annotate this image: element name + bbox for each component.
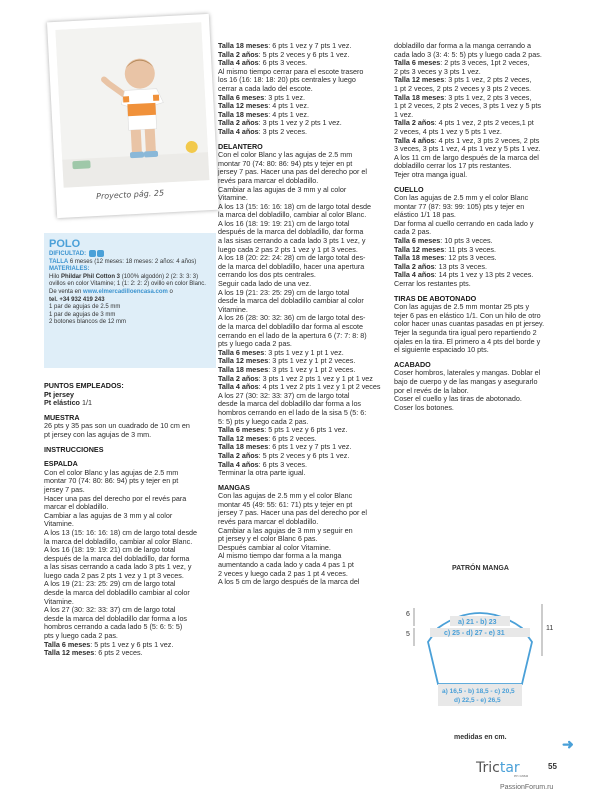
size-instruction: 3 veces, 3 pts 1 vez, 4 pts 1 vez y 5 pts 1 vez. bbox=[394, 144, 541, 154]
magazine-logo: Trictar bbox=[476, 760, 520, 776]
front-shoulder-text bbox=[218, 392, 390, 426]
size-instruction: 1 vez. bbox=[394, 109, 414, 119]
stitch-rib: Pt elástico 1/1 bbox=[44, 398, 92, 408]
text-line: A los 19 (21: 23: 25: 29) cm de largo total bbox=[218, 287, 350, 297]
finishing-text bbox=[394, 369, 566, 412]
size-instruction: Talla 2 años: 5 pts 2 veces y 6 pts 1 vez. bbox=[218, 49, 350, 59]
size-instruction: 1 pt 2 veces, 2 pts 2 veces, 3 pts 1 vez y 5 pts bbox=[394, 101, 542, 111]
text-line: Con las agujas de 2.5 mm y el color Blanc bbox=[394, 193, 529, 203]
text-line: cerrando en el lado de la apertura 6 (7: 7: 8: 8) bbox=[218, 330, 367, 340]
text-line: cada 2 pas. bbox=[394, 227, 432, 237]
dim-6-label: 6 bbox=[406, 611, 410, 618]
size-instruction: Talla 18 meses: 6 pts 1 vez y 7 pts 1 vez. bbox=[218, 41, 352, 50]
size-instruction: Talla 12 meses: 6 pts 2 veces. bbox=[44, 648, 143, 658]
yarn-line: Hilo Phildar Phil Cotton 3 (100% algodón) 2 (2: 3: 3: 3) bbox=[49, 273, 199, 280]
sleeve-text-continued bbox=[394, 42, 566, 59]
text-line: Vitamine. bbox=[44, 596, 74, 606]
size-instruction: Talla 2 años: 3 pts 1 vez 2 pts 1 vez y 1 pt 1 vez bbox=[218, 373, 373, 383]
sleeve-pattern-title: PATRÓN MANGA bbox=[452, 565, 509, 572]
text-line: Coser el cuello y las tiras de abotonado. bbox=[394, 394, 522, 404]
yarn-quantity: ovillos en color Vitamine; 1 (1: 2: 2: 2) ovillo en color Blanc. bbox=[49, 281, 206, 288]
text-line: elástico 1/1 18 pas. bbox=[394, 210, 456, 220]
text-line: desde la marca del dobladillo cambiar al color bbox=[44, 588, 190, 598]
text-line: marcar el dobladillo. bbox=[44, 502, 109, 512]
size-instruction: Talla 4 años: 4 pts 1 vez 2 pts 1 vez y 1 pt 2 veces bbox=[218, 382, 381, 392]
text-line: A los 5 cm de largo después de la marca del bbox=[218, 577, 360, 587]
next-page-arrow-icon: ➜ bbox=[562, 736, 574, 752]
front-shoulder-sizes bbox=[218, 426, 390, 469]
size-instruction: Talla 4 años: 3 pts 2 veces. bbox=[218, 126, 307, 136]
text-line: después de la marca del dobladillo, dar forma bbox=[218, 227, 364, 237]
instructions-heading: INSTRUCCIONES bbox=[44, 444, 104, 454]
sleeve-end-text bbox=[394, 154, 566, 180]
size-instruction: 2 pts 3 veces y 3 pts 1 vez. bbox=[394, 66, 481, 76]
text-line: Coser los botones. bbox=[394, 402, 454, 412]
baby-photo bbox=[55, 22, 209, 187]
text-line: luego cada 2 pas 2 pts 1 vez y 1 pt 3 veces. bbox=[218, 244, 358, 254]
text-line: A los 27 (30: 32: 33: 37) cm de largo total bbox=[44, 605, 176, 615]
text-line: Cambiar a las agujas de 3 mm y al color bbox=[218, 184, 347, 194]
text-line: pts y luego cada 2 pas. bbox=[218, 339, 292, 349]
text-line: la marca del dobladillo, cambiar al color Blanc. bbox=[44, 536, 193, 546]
text-line: Con las agujas de 2.5 mm y el color Blanc bbox=[218, 491, 353, 501]
page-number: 55 bbox=[548, 762, 557, 771]
text-line: A los 16 (18: 19: 19: 21) cm de largo total bbox=[44, 545, 176, 555]
text-line: pt jersey y el color Blanc 6 pas. bbox=[218, 534, 318, 544]
text-line: Dar forma al cuello cerrando en cada lado y bbox=[394, 218, 534, 228]
photo-caption: Proyecto pág. 25 bbox=[95, 188, 165, 202]
text-line: cada lado 3 (3: 4: 5: 5) pts y luego cada 2 pas. bbox=[394, 49, 542, 59]
difficulty-ball-icon bbox=[97, 250, 104, 257]
text-line: A los 18 (20: 22: 24: 28) cm de largo total des- bbox=[218, 253, 366, 263]
text-line: cerrar a cada lado del escote. bbox=[218, 83, 313, 93]
text-line: color hacer unas cuantas pasadas en pt jersey. bbox=[394, 319, 545, 329]
size-instruction: Talla 6 meses: 5 pts 1 vez y 6 pts 1 vez. bbox=[44, 639, 174, 649]
collar-text bbox=[394, 194, 566, 237]
button-bands-text bbox=[394, 303, 566, 355]
text-line: Vitamine. bbox=[218, 304, 248, 314]
text-line: a las sisas cerrando a cada lado 3 pts 1 vez, y bbox=[218, 236, 366, 246]
text-line: el siguiente espaciado 10 pts. bbox=[394, 345, 489, 355]
text-line: 26 pts y 35 pas son un cuadrado de 10 cm en bbox=[44, 421, 190, 431]
text-line: tejer 6 pas en elástico 1/1. Con un hilo de otro bbox=[394, 310, 541, 320]
size-instruction: Talla 6 meses: 10 pts 3 veces. bbox=[394, 236, 493, 246]
size-instruction: Talla 4 años: 6 pts 3 veces. bbox=[218, 58, 307, 68]
size-instruction: Talla 2 años: 4 pts 1 vez, 2 pts 2 veces,1 pt bbox=[394, 118, 534, 128]
back-heading: ESPALDA bbox=[44, 459, 78, 469]
stitches-heading: PUNTOS EMPLEADOS: bbox=[44, 381, 124, 390]
middle-column bbox=[218, 42, 390, 587]
text-line: montar 70 (74: 80: 86: 94) pts y tejer en pt bbox=[218, 158, 353, 168]
text-line: Seguir cada lado de una vez. bbox=[218, 279, 312, 289]
text-line: los 16 (16: 18: 18: 20) pts centrales y luego bbox=[218, 75, 356, 85]
back-sizes-continued bbox=[218, 42, 390, 68]
text-line: montar 77 (87: 93: 99: 105) pts y tejer en bbox=[394, 201, 525, 211]
gauge-text bbox=[44, 422, 216, 439]
size-instruction: 2 veces, 4 pts 1 vez y 5 pts 1 vez. bbox=[394, 126, 502, 136]
front-text bbox=[218, 151, 390, 349]
dim-11-label: 11 bbox=[546, 625, 554, 632]
text-line: montar 70 (74: 80: 86: 94) pts y tejer en pt bbox=[44, 476, 179, 486]
materials-label: MATERIALES: bbox=[49, 266, 90, 273]
size-row bbox=[49, 259, 212, 267]
dim-a-label: a) 21 - b) 23 bbox=[458, 619, 497, 626]
text-line: hombros cerrando a cada lado 5 (5: 6: 5: 5) bbox=[44, 622, 183, 632]
text-line: pt jersey con las agujas de 3 mm. bbox=[44, 429, 152, 439]
button-bands-heading: TIRAS DE ABOTONADO bbox=[394, 293, 477, 303]
sleeves-text bbox=[218, 492, 390, 587]
collar-end: Cerrar los restantes pts. bbox=[394, 279, 471, 289]
back-neck-sizes bbox=[218, 94, 390, 137]
size-label: TALLA bbox=[49, 258, 69, 265]
size-instruction: Talla 12 meses: 11 pts 3 veces. bbox=[394, 244, 497, 254]
text-line: Después cambiar al color Vitamine. bbox=[218, 542, 331, 552]
text-line: Cambiar a las agujas de 3 mm y seguir en bbox=[218, 525, 353, 535]
text-line: Con las agujas de 2.5 mm montar 25 pts y bbox=[394, 302, 530, 312]
text-line: bajo de cuerpo y de las mangas y asegurarlo bbox=[394, 376, 538, 386]
dim-5-label: 5 bbox=[406, 631, 410, 638]
stitch-jersey: Pt jersey bbox=[44, 389, 74, 399]
text-line: Hacer una pas del derecho por el revés para bbox=[44, 493, 187, 503]
size-instruction: Talla 6 meses: 3 pts 1 vez y 1 pt 1 vez. bbox=[218, 347, 344, 357]
text-line: Vitamine. bbox=[44, 519, 74, 529]
text-line: A los 26 (28: 30: 32: 36) cm de largo total des- bbox=[218, 313, 366, 323]
collar-sizes bbox=[394, 237, 566, 280]
size-instruction: Talla 18 meses: 6 pts 1 vez y 7 pts 1 vez. bbox=[218, 442, 352, 452]
text-line: A los 27 (30: 32: 33: 37) cm de largo total bbox=[218, 390, 350, 400]
text-line: Con el color Blanc y las agujas de 2.5 mm bbox=[218, 150, 353, 160]
size-instruction: Talla 6 meses: 2 pts 3 veces, 1pt 2 veces, bbox=[394, 58, 530, 68]
needles-1: 1 par de agujas de 2.5 mm bbox=[49, 304, 121, 311]
text-line: Cambiar a las agujas de 3 mm y al color bbox=[44, 510, 173, 520]
text-line: Tejer la segunda tira igual pero repartiendo 2 bbox=[394, 328, 537, 337]
magazine-logo-sub: en casa bbox=[514, 773, 529, 778]
phone: tel. +34 932 419 243 bbox=[49, 296, 105, 303]
text-line: luego cada 2 pas 2 pts 1 vez y 1 pt 3 veces. bbox=[44, 570, 184, 580]
text-line: desde la marca del dobladillo dar forma a los bbox=[218, 399, 362, 409]
dim-base1-label: a) 16,5 - b) 18,5 - c) 20,5 bbox=[442, 688, 515, 695]
size-instruction: Talla 18 meses: 3 pts 1 vez y 1 pt 2 veces. bbox=[218, 364, 356, 374]
text-line: Coser hombros, laterales y mangas. Doblar el bbox=[394, 368, 541, 378]
sleeve-pattern-diagram bbox=[400, 580, 560, 730]
size-instruction: Talla 6 meses: 3 pts 1 vez. bbox=[218, 92, 305, 102]
size-instruction: Talla 12 meses: 4 pts 1 vez. bbox=[218, 101, 309, 111]
size-instruction: Talla 6 meses: 5 pts 1 vez y 6 pts 1 vez. bbox=[218, 425, 348, 435]
pattern-info-box bbox=[44, 233, 216, 368]
project-photo bbox=[47, 14, 219, 218]
back-neck-text bbox=[218, 68, 390, 94]
text-line: por el revés de la labor. bbox=[394, 385, 469, 395]
difficulty-row bbox=[49, 250, 212, 259]
baby-illustration bbox=[55, 22, 209, 187]
text-line: revés para marcar el dobladillo. bbox=[218, 517, 319, 527]
size-instruction: Talla 2 años: 5 pts 2 veces y 6 pts 1 vez. bbox=[218, 450, 350, 460]
size-instruction: Talla 4 años: 14 pts 1 vez y 13 pts 2 veces. bbox=[394, 270, 534, 280]
sleeves-heading: MANGAS bbox=[218, 482, 250, 492]
text-line: ojales en la tira. El primero a 4 pts del borde y bbox=[394, 336, 541, 346]
text-line: a las sisas cerrando a cada lado 3 pts 1 vez, y bbox=[44, 562, 192, 572]
front-neck-sizes bbox=[218, 349, 390, 392]
buttons-material: 2 botones blancos de 12 mm bbox=[49, 319, 127, 326]
dim-c-label: c) 25 - d) 27 - e) 31 bbox=[444, 630, 505, 637]
watermark: PassionForum.ru bbox=[500, 784, 554, 791]
text-line: hombros cerrando en el lado de la sisa 5 (5: 6: bbox=[218, 407, 367, 417]
dim-base2-label: d) 22,5 - e) 26,5 bbox=[454, 697, 501, 704]
text-line: jersey 7 pas. bbox=[44, 484, 85, 494]
size-instruction: Talla 18 meses: 12 pts 3 veces. bbox=[394, 253, 497, 263]
difficulty-label: DIFICULTAD: bbox=[49, 251, 87, 258]
text-line: A los 13 (15: 16: 16: 18) cm de largo total desde bbox=[218, 201, 372, 211]
size-instruction: Talla 12 meses: 6 pts 2 veces. bbox=[218, 433, 317, 443]
text-line: 2 veces y luego cada 2 pas 1 pt 4 veces. bbox=[218, 568, 348, 578]
text-line: A los 16 (18: 19: 19: 21) cm de largo total bbox=[218, 218, 350, 228]
finish-other-side: Terminar la otra parte igual. bbox=[218, 468, 306, 478]
text-line: jersey 7 pas. Hacer una pas del derecho por el bbox=[218, 167, 368, 177]
finishing-heading: ACABADO bbox=[394, 359, 431, 369]
gauge-heading: MUESTRA bbox=[44, 412, 80, 422]
collar-heading: CUELLO bbox=[394, 184, 424, 194]
size-instruction: Talla 18 meses: 4 pts 1 vez. bbox=[218, 109, 309, 119]
text-line: montar 45 (49: 55: 61: 71) pts y tejer en pt bbox=[218, 499, 353, 509]
text-line: Vitamine. bbox=[218, 193, 248, 203]
size-instruction: Talla 12 meses: 3 pts 1 vez, 2 pts 2 veces, bbox=[394, 75, 532, 85]
text-line: desde la marca del dobladillo cambiar al color bbox=[218, 296, 364, 306]
right-column bbox=[394, 42, 566, 412]
text-line: después de la marca del dobladillo, dar forma bbox=[44, 553, 190, 563]
measure-unit-caption: medidas en cm. bbox=[454, 734, 507, 741]
text-line: cerrando los dos pts centrales. bbox=[218, 270, 316, 280]
size-instruction: Talla 18 meses: 3 pts 1 vez, 2 pts 3 veces, bbox=[394, 92, 532, 102]
difficulty-ball-icon bbox=[89, 250, 96, 257]
text-line: dobladillo dar forma a la manga cerrando a bbox=[394, 41, 532, 50]
text-line: pts y luego cada 2 pas. bbox=[44, 631, 118, 641]
yarn-name: Phildar Phil Cotton 3 bbox=[61, 273, 121, 280]
text-line: revés para marcar el dobladillo. bbox=[218, 175, 319, 185]
text-line: 5: 5) pts y luego cada 2 pas. bbox=[218, 416, 309, 426]
left-column bbox=[44, 382, 216, 658]
text-line: Al mismo tiempo dar forma a la manga bbox=[218, 551, 342, 561]
text-line: la marca del dobladillo, cambiar al color Blanc. bbox=[218, 210, 367, 220]
size-instruction: Talla 2 años: 13 pts 3 veces. bbox=[394, 261, 487, 271]
size-instruction: 1 pt 2 veces, 2 pts 2 veces y 3 pts 2 veces. bbox=[394, 83, 532, 93]
text-line: desde la marca del dobladillo dar forma a los bbox=[44, 613, 188, 623]
front-heading: DELANTERO bbox=[218, 141, 263, 151]
text-line: de la marca del dobladillo, hacer una apertura bbox=[218, 261, 365, 271]
text-line: jersey 7 pas. Hacer una pas del derecho por el bbox=[218, 508, 368, 518]
text-line: Con el color Blanc y las agujas de 2.5 mm bbox=[44, 467, 179, 477]
pattern-title: POLO bbox=[49, 238, 81, 250]
size-value: 6 meses (12 meses: 18 meses: 2 años: 4 años) bbox=[68, 258, 197, 265]
sale-line: De venta en www.elmercadilloencasa.com o bbox=[49, 289, 173, 296]
shop-link[interactable]: www.elmercadilloencasa.com bbox=[83, 289, 168, 296]
back-text bbox=[44, 469, 216, 641]
text-line: A los 11 cm de largo después de la marca del bbox=[394, 152, 539, 162]
text-line: Al mismo tiempo cerrar para el escote trasero bbox=[218, 66, 364, 76]
text-line: A los 13 (15: 16: 16: 18) cm de largo total desde bbox=[44, 527, 198, 537]
text-line: Tejer otra manga igual. bbox=[394, 169, 468, 179]
text-line: de la marca del dobladillo dar forma al escote bbox=[218, 322, 364, 331]
size-instruction: Talla 4 años: 6 pts 3 veces. bbox=[218, 459, 307, 469]
size-instruction: Talla 2 años: 3 pts 1 vez y 2 pts 1 vez. bbox=[218, 118, 342, 128]
sleeve-sizes bbox=[394, 59, 566, 154]
back-sizes bbox=[44, 641, 216, 658]
text-line: dobladillo cerrar los 17 pts restantes. bbox=[394, 161, 512, 171]
size-instruction: Talla 12 meses: 3 pts 1 vez y 1 pt 2 veces. bbox=[218, 356, 356, 366]
text-line: aumentando a cada lado y cada 4 pas 1 pt bbox=[218, 560, 354, 570]
text-line: A los 19 (21: 23: 25: 29) cm de largo total bbox=[44, 579, 176, 589]
needles-2: 1 par de agujas de 3 mm bbox=[49, 311, 116, 318]
size-instruction: Talla 4 años: 4 pts 1 vez, 3 pts 2 veces, 2 pts bbox=[394, 135, 540, 145]
